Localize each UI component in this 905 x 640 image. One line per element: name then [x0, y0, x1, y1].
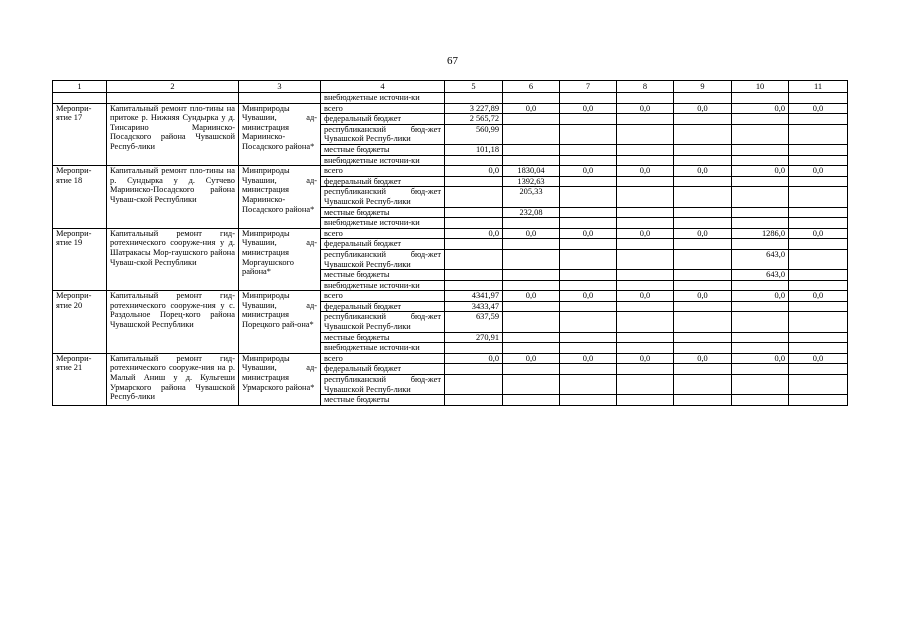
- value-cell: [503, 144, 560, 155]
- value-cell: [789, 312, 848, 332]
- funding-source-label: всего: [321, 353, 445, 364]
- funding-source-label: федеральный бюджет: [321, 176, 445, 187]
- value-cell: [789, 144, 848, 155]
- funding-source-label: местные бюджеты: [321, 207, 445, 218]
- value-cell: [560, 176, 617, 187]
- value-cell: [560, 155, 617, 166]
- value-cell: [789, 270, 848, 281]
- value-cell: 0,0: [617, 353, 674, 364]
- value-cell: [560, 218, 617, 229]
- value-cell: [674, 249, 732, 269]
- value-cell: [560, 124, 617, 144]
- value-cell: [503, 375, 560, 395]
- value-cell: [560, 280, 617, 291]
- value-cell: [732, 187, 789, 207]
- value-cell: [674, 343, 732, 354]
- value-cell: [789, 364, 848, 375]
- value-cell: [789, 207, 848, 218]
- value-cell: [789, 218, 848, 229]
- col-header: 2: [107, 81, 239, 93]
- funding-source-label: местные бюджеты: [321, 395, 445, 406]
- measure-executor: Минприроды Чувашии, ад-министрация Порецкого рай-она*: [239, 291, 321, 354]
- value-cell: [789, 176, 848, 187]
- value-cell: 0,0: [674, 166, 732, 177]
- value-cell: [732, 124, 789, 144]
- value-cell: 0,0: [732, 353, 789, 364]
- value-cell: 0,0: [674, 353, 732, 364]
- value-cell: [674, 375, 732, 395]
- value-cell: [560, 239, 617, 250]
- value-cell: 0,0: [617, 103, 674, 114]
- value-cell: 0,0: [789, 103, 848, 114]
- value-cell: [789, 301, 848, 312]
- value-cell: [560, 114, 617, 125]
- col-header: 8: [617, 81, 674, 93]
- table-row: [53, 93, 848, 104]
- value-cell: [503, 218, 560, 229]
- value-cell: [617, 343, 674, 354]
- value-cell: [732, 343, 789, 354]
- value-cell: [789, 332, 848, 343]
- value-cell: [503, 364, 560, 375]
- value-cell: 0,0: [503, 291, 560, 302]
- value-cell: 0,0: [617, 228, 674, 239]
- value-cell: [789, 280, 848, 291]
- funding-source-label: внебюджетные источни-ки: [321, 218, 445, 229]
- value-cell: [732, 312, 789, 332]
- col-header: 5: [445, 81, 503, 93]
- value-cell: [503, 239, 560, 250]
- col-header: 11: [789, 81, 848, 93]
- value-cell: [560, 312, 617, 332]
- funding-source-label: всего: [321, 228, 445, 239]
- value-cell: [503, 114, 560, 125]
- value-cell: [617, 312, 674, 332]
- value-cell: [560, 187, 617, 207]
- value-cell: [445, 176, 503, 187]
- value-cell: [503, 343, 560, 354]
- value-cell: [617, 176, 674, 187]
- value-cell: [674, 144, 732, 155]
- funding-source-label: внебюджетные источни-ки: [321, 280, 445, 291]
- value-cell: [732, 114, 789, 125]
- funding-source-label: внебюджетные источни-ки: [321, 343, 445, 354]
- funding-source-label: местные бюджеты: [321, 270, 445, 281]
- value-cell: [674, 176, 732, 187]
- value-cell: [617, 144, 674, 155]
- value-cell: [503, 155, 560, 166]
- value-cell: [789, 375, 848, 395]
- value-cell: [617, 207, 674, 218]
- value-cell: [789, 187, 848, 207]
- measure-executor: Минприроды Чувашии, ад-министрация Урмарского района*: [239, 353, 321, 405]
- value-cell: [732, 280, 789, 291]
- value-cell: 3 227,89: [445, 103, 503, 114]
- table-row: [53, 353, 848, 364]
- funding-source-label: республиканский бюд-жет Чувашской Респуб-лики: [321, 249, 445, 269]
- col-header: 1: [53, 81, 107, 93]
- value-cell: [445, 187, 503, 207]
- value-cell: [560, 301, 617, 312]
- measure-executor: Минприроды Чувашии, ад-министрация Мариинско-Посадского района*: [239, 103, 321, 166]
- value-cell: 2 565,72: [445, 114, 503, 125]
- funding-source-label: республиканский бюд-жет Чувашской Респуб-лики: [321, 187, 445, 207]
- value-cell: [560, 343, 617, 354]
- value-cell: [503, 312, 560, 332]
- measure-description: Капитальный ремонт гид-ротехнического сооруже-ния у с. Раздольное Порец-кого района Чувашской Республики: [107, 291, 239, 354]
- value-cell: [617, 375, 674, 395]
- value-cell: 1286,0: [732, 228, 789, 239]
- funding-source-label: федеральный бюджет: [321, 114, 445, 125]
- value-cell: [560, 332, 617, 343]
- value-cell: [617, 239, 674, 250]
- value-cell: [674, 207, 732, 218]
- value-cell: [732, 155, 789, 166]
- funding-source-label: федеральный бюджет: [321, 364, 445, 375]
- table-row: [53, 291, 848, 302]
- value-cell: [503, 270, 560, 281]
- value-cell: 1392,63: [503, 176, 560, 187]
- value-cell: 643,0: [732, 249, 789, 269]
- value-cell: [617, 187, 674, 207]
- measure-description: Капитальный ремонт гид-ротехнического сооруже-ния на р. Малый Аниш у д. Кульгеши Урмарского района Чувашской Респуб-лики: [107, 353, 239, 405]
- value-cell: [789, 155, 848, 166]
- value-cell: 0,0: [732, 103, 789, 114]
- value-cell: [503, 395, 560, 406]
- value-cell: 0,0: [560, 228, 617, 239]
- value-cell: [674, 114, 732, 125]
- value-cell: [732, 395, 789, 406]
- value-cell: [445, 280, 503, 291]
- value-cell: [674, 332, 732, 343]
- measure-executor: Минприроды Чувашии, ад-министрация Мариинско-Посадского района*: [239, 166, 321, 229]
- value-cell: 270,91: [445, 332, 503, 343]
- funding-source-label: всего: [321, 166, 445, 177]
- value-cell: [674, 239, 732, 250]
- value-cell: [445, 249, 503, 269]
- value-cell: [503, 124, 560, 144]
- funding-source-label: внебюджетные источни-ки: [321, 155, 445, 166]
- value-cell: [617, 249, 674, 269]
- value-cell: [617, 124, 674, 144]
- value-cell: [560, 375, 617, 395]
- col-header: 7: [560, 81, 617, 93]
- measure-name: Меропри-ятие 19: [53, 228, 107, 291]
- value-cell: [503, 249, 560, 269]
- funding-source-label: местные бюджеты: [321, 332, 445, 343]
- value-cell: [445, 270, 503, 281]
- value-cell: [445, 218, 503, 229]
- value-cell: 0,0: [789, 166, 848, 177]
- value-cell: [674, 218, 732, 229]
- budget-table: [52, 80, 848, 406]
- table-row: [53, 103, 848, 114]
- funding-source-label: федеральный бюджет: [321, 301, 445, 312]
- value-cell: 205,33: [503, 187, 560, 207]
- value-cell: [503, 301, 560, 312]
- value-cell: [560, 144, 617, 155]
- source-label: внебюджетные источни-ки: [321, 93, 445, 104]
- value-cell: [674, 155, 732, 166]
- value-cell: 0,0: [789, 353, 848, 364]
- value-cell: 0,0: [732, 291, 789, 302]
- value-cell: [560, 207, 617, 218]
- funding-source-label: федеральный бюджет: [321, 239, 445, 250]
- value-cell: 0,0: [789, 228, 848, 239]
- funding-source-label: всего: [321, 103, 445, 114]
- measure-description: Капитальный ремонт гид-ротехнического сооруже-ния у д. Шатракасы Мор-гаушского района Чуваш-ской Республики: [107, 228, 239, 291]
- value-cell: [560, 364, 617, 375]
- table-row: [53, 228, 848, 239]
- value-cell: [503, 280, 560, 291]
- col-header: 10: [732, 81, 789, 93]
- value-cell: 643,0: [732, 270, 789, 281]
- value-cell: [617, 364, 674, 375]
- value-cell: [674, 364, 732, 375]
- value-cell: [445, 239, 503, 250]
- value-cell: 0,0: [560, 353, 617, 364]
- value-cell: [789, 249, 848, 269]
- value-cell: [674, 312, 732, 332]
- value-cell: [617, 114, 674, 125]
- value-cell: [789, 124, 848, 144]
- value-cell: [732, 364, 789, 375]
- value-cell: [445, 155, 503, 166]
- funding-source-label: республиканский бюд-жет Чувашской Респуб-лики: [321, 375, 445, 395]
- value-cell: [732, 218, 789, 229]
- measure-name: Меропри-ятие 17: [53, 103, 107, 166]
- value-cell: 0,0: [445, 228, 503, 239]
- value-cell: 637,59: [445, 312, 503, 332]
- table-row: [53, 166, 848, 177]
- value-cell: [674, 270, 732, 281]
- value-cell: [560, 270, 617, 281]
- value-cell: [560, 395, 617, 406]
- value-cell: 0,0: [560, 166, 617, 177]
- col-header: 9: [674, 81, 732, 93]
- value-cell: [789, 239, 848, 250]
- value-cell: 0,0: [560, 291, 617, 302]
- value-cell: [445, 207, 503, 218]
- funding-source-label: республиканский бюд-жет Чувашской Респуб-лики: [321, 312, 445, 332]
- value-cell: [732, 332, 789, 343]
- funding-source-label: всего: [321, 291, 445, 302]
- value-cell: [503, 332, 560, 343]
- value-cell: 0,0: [503, 228, 560, 239]
- value-cell: [445, 364, 503, 375]
- value-cell: 3433,47: [445, 301, 503, 312]
- value-cell: [617, 395, 674, 406]
- value-cell: 101,18: [445, 144, 503, 155]
- value-cell: 0,0: [789, 291, 848, 302]
- value-cell: [732, 239, 789, 250]
- funding-source-label: республиканский бюд-жет Чувашской Респуб-лики: [321, 124, 445, 144]
- value-cell: 0,0: [560, 103, 617, 114]
- col-header: 4: [321, 81, 445, 93]
- value-cell: 0,0: [445, 353, 503, 364]
- value-cell: [445, 375, 503, 395]
- value-cell: [617, 155, 674, 166]
- funding-source-label: местные бюджеты: [321, 144, 445, 155]
- value-cell: 0,0: [503, 353, 560, 364]
- measure-description: Капитальный ремонт пло-тины на р. Сундырка у д. Сутчево Мариинско-Посадского района Чуваш-ской Республики: [107, 166, 239, 229]
- value-cell: [732, 176, 789, 187]
- value-cell: 0,0: [617, 291, 674, 302]
- value-cell: [617, 218, 674, 229]
- value-cell: [617, 280, 674, 291]
- value-cell: [789, 114, 848, 125]
- value-cell: [674, 395, 732, 406]
- value-cell: 232,08: [503, 207, 560, 218]
- value-cell: [445, 343, 503, 354]
- value-cell: [617, 270, 674, 281]
- value-cell: 560,99: [445, 124, 503, 144]
- measure-description: Капитальный ремонт пло-тины на притоке р. Нижняя Сундырка у д. Тинсарино Мариинско-Посадского района Чувашской Респуб-лики: [107, 103, 239, 166]
- value-cell: [674, 187, 732, 207]
- column-number-row: [53, 81, 848, 93]
- measure-name: Меропри-ятие 18: [53, 166, 107, 229]
- value-cell: 1830,04: [503, 166, 560, 177]
- measure-executor: Минприроды Чувашии, ад-министрация Моргаушского района*: [239, 228, 321, 291]
- table-body: [53, 93, 848, 406]
- measure-name: Меропри-ятие 21: [53, 353, 107, 405]
- col-header: 3: [239, 81, 321, 93]
- page-number: 67: [447, 55, 458, 67]
- value-cell: 0,0: [732, 166, 789, 177]
- value-cell: [674, 280, 732, 291]
- value-cell: [732, 207, 789, 218]
- value-cell: [560, 249, 617, 269]
- value-cell: [617, 301, 674, 312]
- value-cell: 0,0: [674, 228, 732, 239]
- col-header: 6: [503, 81, 560, 93]
- value-cell: [617, 332, 674, 343]
- value-cell: 0,0: [674, 103, 732, 114]
- value-cell: [732, 301, 789, 312]
- measure-name: Меропри-ятие 20: [53, 291, 107, 354]
- value-cell: [732, 144, 789, 155]
- value-cell: [674, 124, 732, 144]
- value-cell: 0,0: [674, 291, 732, 302]
- value-cell: 0,0: [617, 166, 674, 177]
- value-cell: [674, 301, 732, 312]
- value-cell: [732, 375, 789, 395]
- value-cell: 4341,97: [445, 291, 503, 302]
- value-cell: 0,0: [503, 103, 560, 114]
- value-cell: [789, 395, 848, 406]
- value-cell: [445, 395, 503, 406]
- value-cell: [789, 343, 848, 354]
- value-cell: 0,0: [445, 166, 503, 177]
